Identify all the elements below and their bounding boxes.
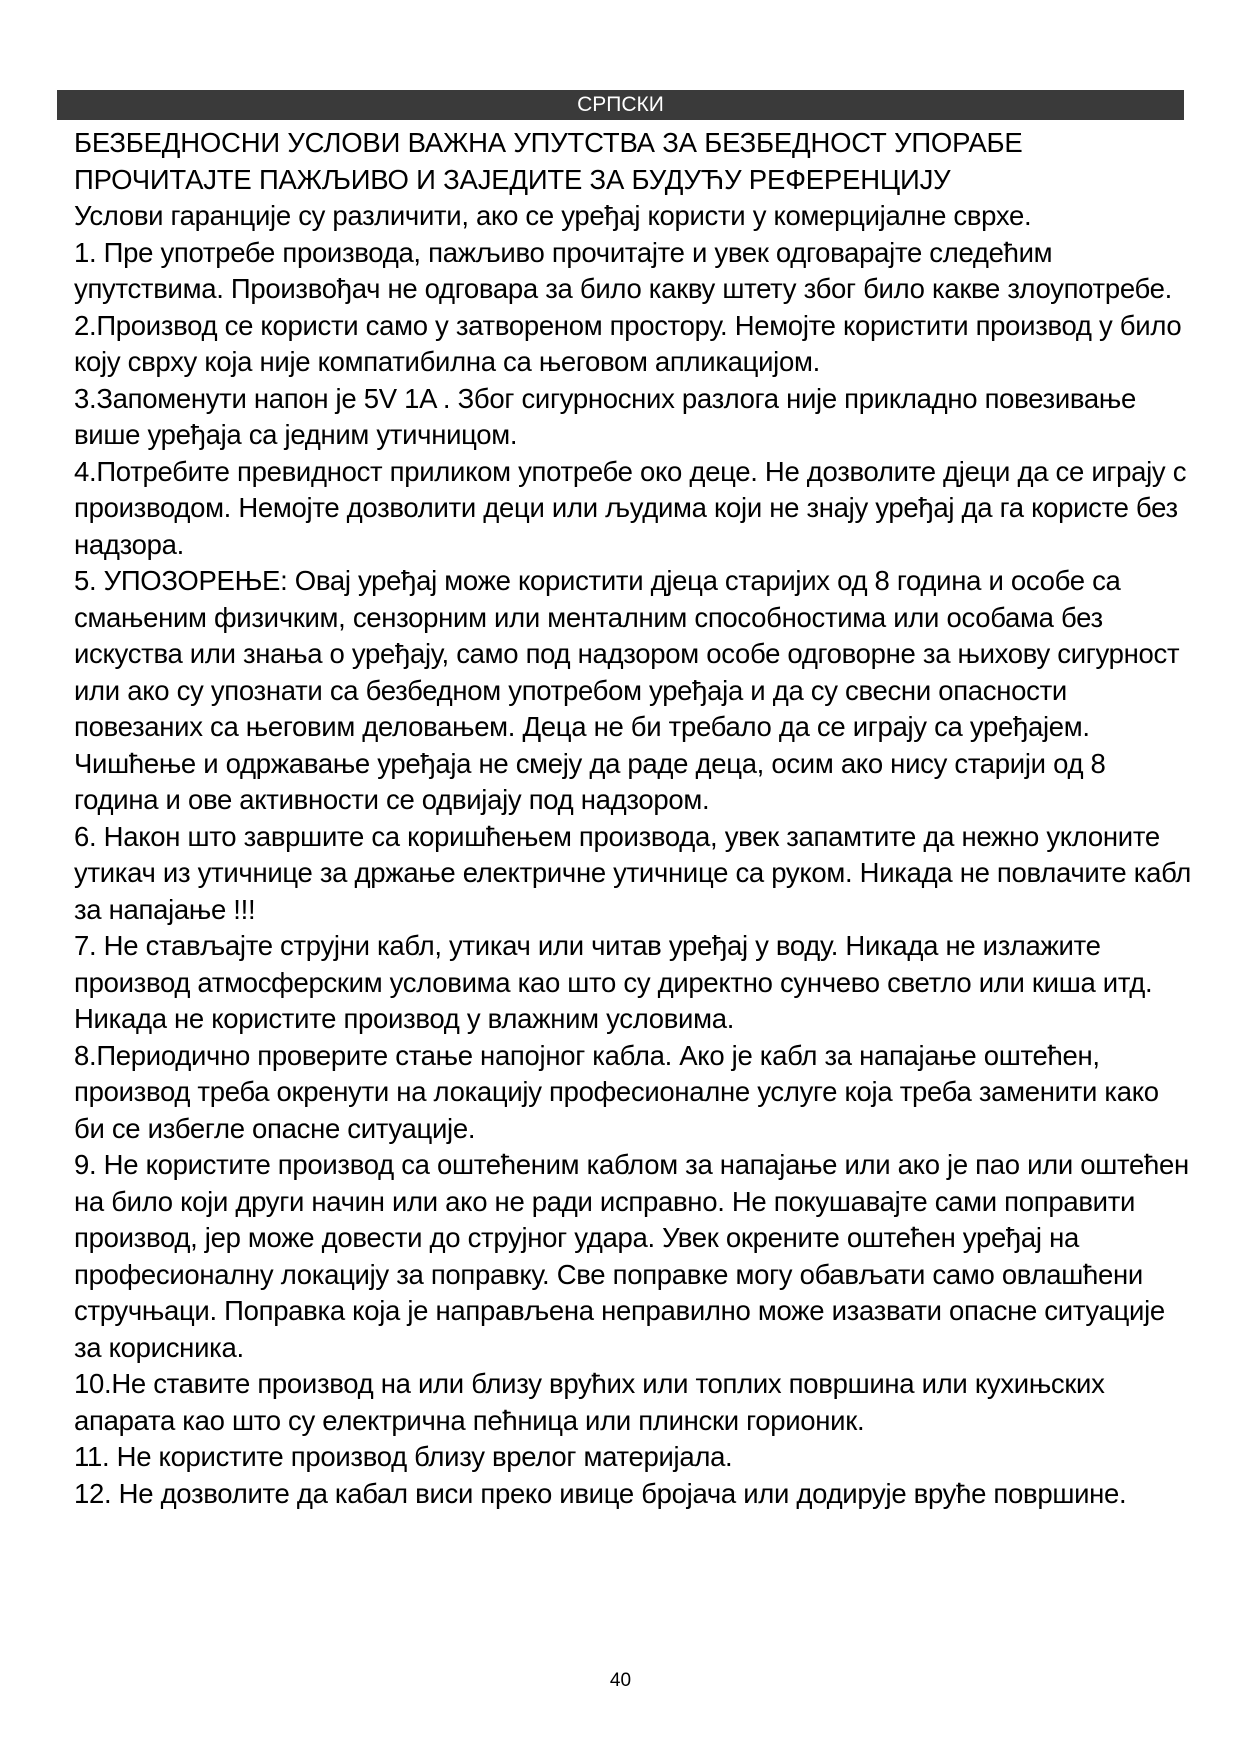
instruction-item-3: 3.Запоменути напон је 5V 1A . Због сигурносних разлога није прикладно повезивање више уређаја са једним утичницом. xyxy=(74,382,1136,450)
instruction-item-7: 7. Не стављајте струјни кабл, утикач или читав уређај у воду. Никада не излажите производ атмосферским условима као што су директно сунчево светло или киша итд. Никада не користите производ у влажним условима. xyxy=(74,930,1153,1034)
instruction-item-8: 8.Периодично проверите стање напојног кабла. Ако је кабл за напајање оштећен, производ треба окренути на локацију професионалне услуге која треба заменити како би се избегле опасне ситуације. xyxy=(74,1039,1159,1144)
instruction-item-5: 5. УПОЗОРЕЊЕ: Овај уређај може користити дјеца старијих од 8 година и особе са смањеним физичким, сензорним или менталним способностима или особама без искуства или знања о уређају, само под надзором особе одговорне за њихову сигурност или ако су упознати са безбедном употребом уређаја и да су свесни опасности повезаних са његовим деловањем. Деца не би требало да се играју са уређајем. Чишћење и одржавање уређаја не смеју да раде деца, осим ако нису старији од 8 година и ове активности се одвијају под надзором. xyxy=(74,565,1180,815)
document-title-line-2: ПРОЧИТАЈТЕ ПАЖЉИВО И ЗАЈЕДИТЕ ЗА БУДУЋУ РЕФЕРЕНЦИЈУ xyxy=(74,163,951,195)
warranty-intro: Услови гаранције су различити, ако се уређај користи у комерцијалне сврхе. xyxy=(74,200,1032,231)
instruction-item-2: 2.Производ се користи само у затвореном простору. Немојте користити производ у било коју сврху која није компатибилна са његовом апликацијом. xyxy=(74,309,1182,377)
instruction-item-9: 9. Не користите производ са оштећеним каблом за напајање или ако је пао или оштећен на било који други начин или ако не ради исправно. Не покушавајте сами поправити производ, јер може довести до струјног удара. Увек окрените оштећен уређај на професионалну локацију за поправку. Све поправке могу обављати само овлашћени стручњаци. Поправка која је направљена неправилно може изазвати опасне ситуације за корисника. xyxy=(74,1149,1189,1363)
instruction-item-10: 10.Не ставите производ на или близу врућих или топлих површина или кухињских апарата као што су електрична пећница или плински горионик. xyxy=(74,1368,1105,1436)
document-title-line-1: БЕЗБЕДНОСНИ УСЛОВИ ВАЖНА УПУТСТВА ЗА БЕЗБЕДНОСТ УПОРАБЕ xyxy=(74,127,1023,158)
instruction-item-6: 6. Након што завршите са коришћењем производа, увек запамтите да нежно уклоните утикач из утичнице за држање електричне утичнице са руком. Никада не повлачите кабл за напајање !!! xyxy=(74,820,1192,925)
language-label: СРПСКИ xyxy=(577,93,664,116)
document-body xyxy=(74,125,1194,1512)
instruction-item-11: 11. Не користите производ близу врелог материјала. xyxy=(74,1441,733,1472)
instruction-item-12: 12. Не дозволите да кабал виси преко ивице бројача или додирује вруће површине. xyxy=(74,1477,1127,1509)
instruction-item-1: 1. Пре употребе производа, пажљиво прочитајте и увек одговарајте следећим упутствима. Произвођач не одговара за било какву штету због било какве злоупотребе. xyxy=(74,236,1173,304)
page-number: 40 xyxy=(609,1670,632,1691)
language-header-bar xyxy=(57,90,1184,120)
instruction-item-4: 4.Потребите превидност приликом употребе око деце. Не дозволите дјеци да се играју с производом. Немојте дозволити деци или људима који не знају уређај да га користе без надзора. xyxy=(74,455,1187,560)
